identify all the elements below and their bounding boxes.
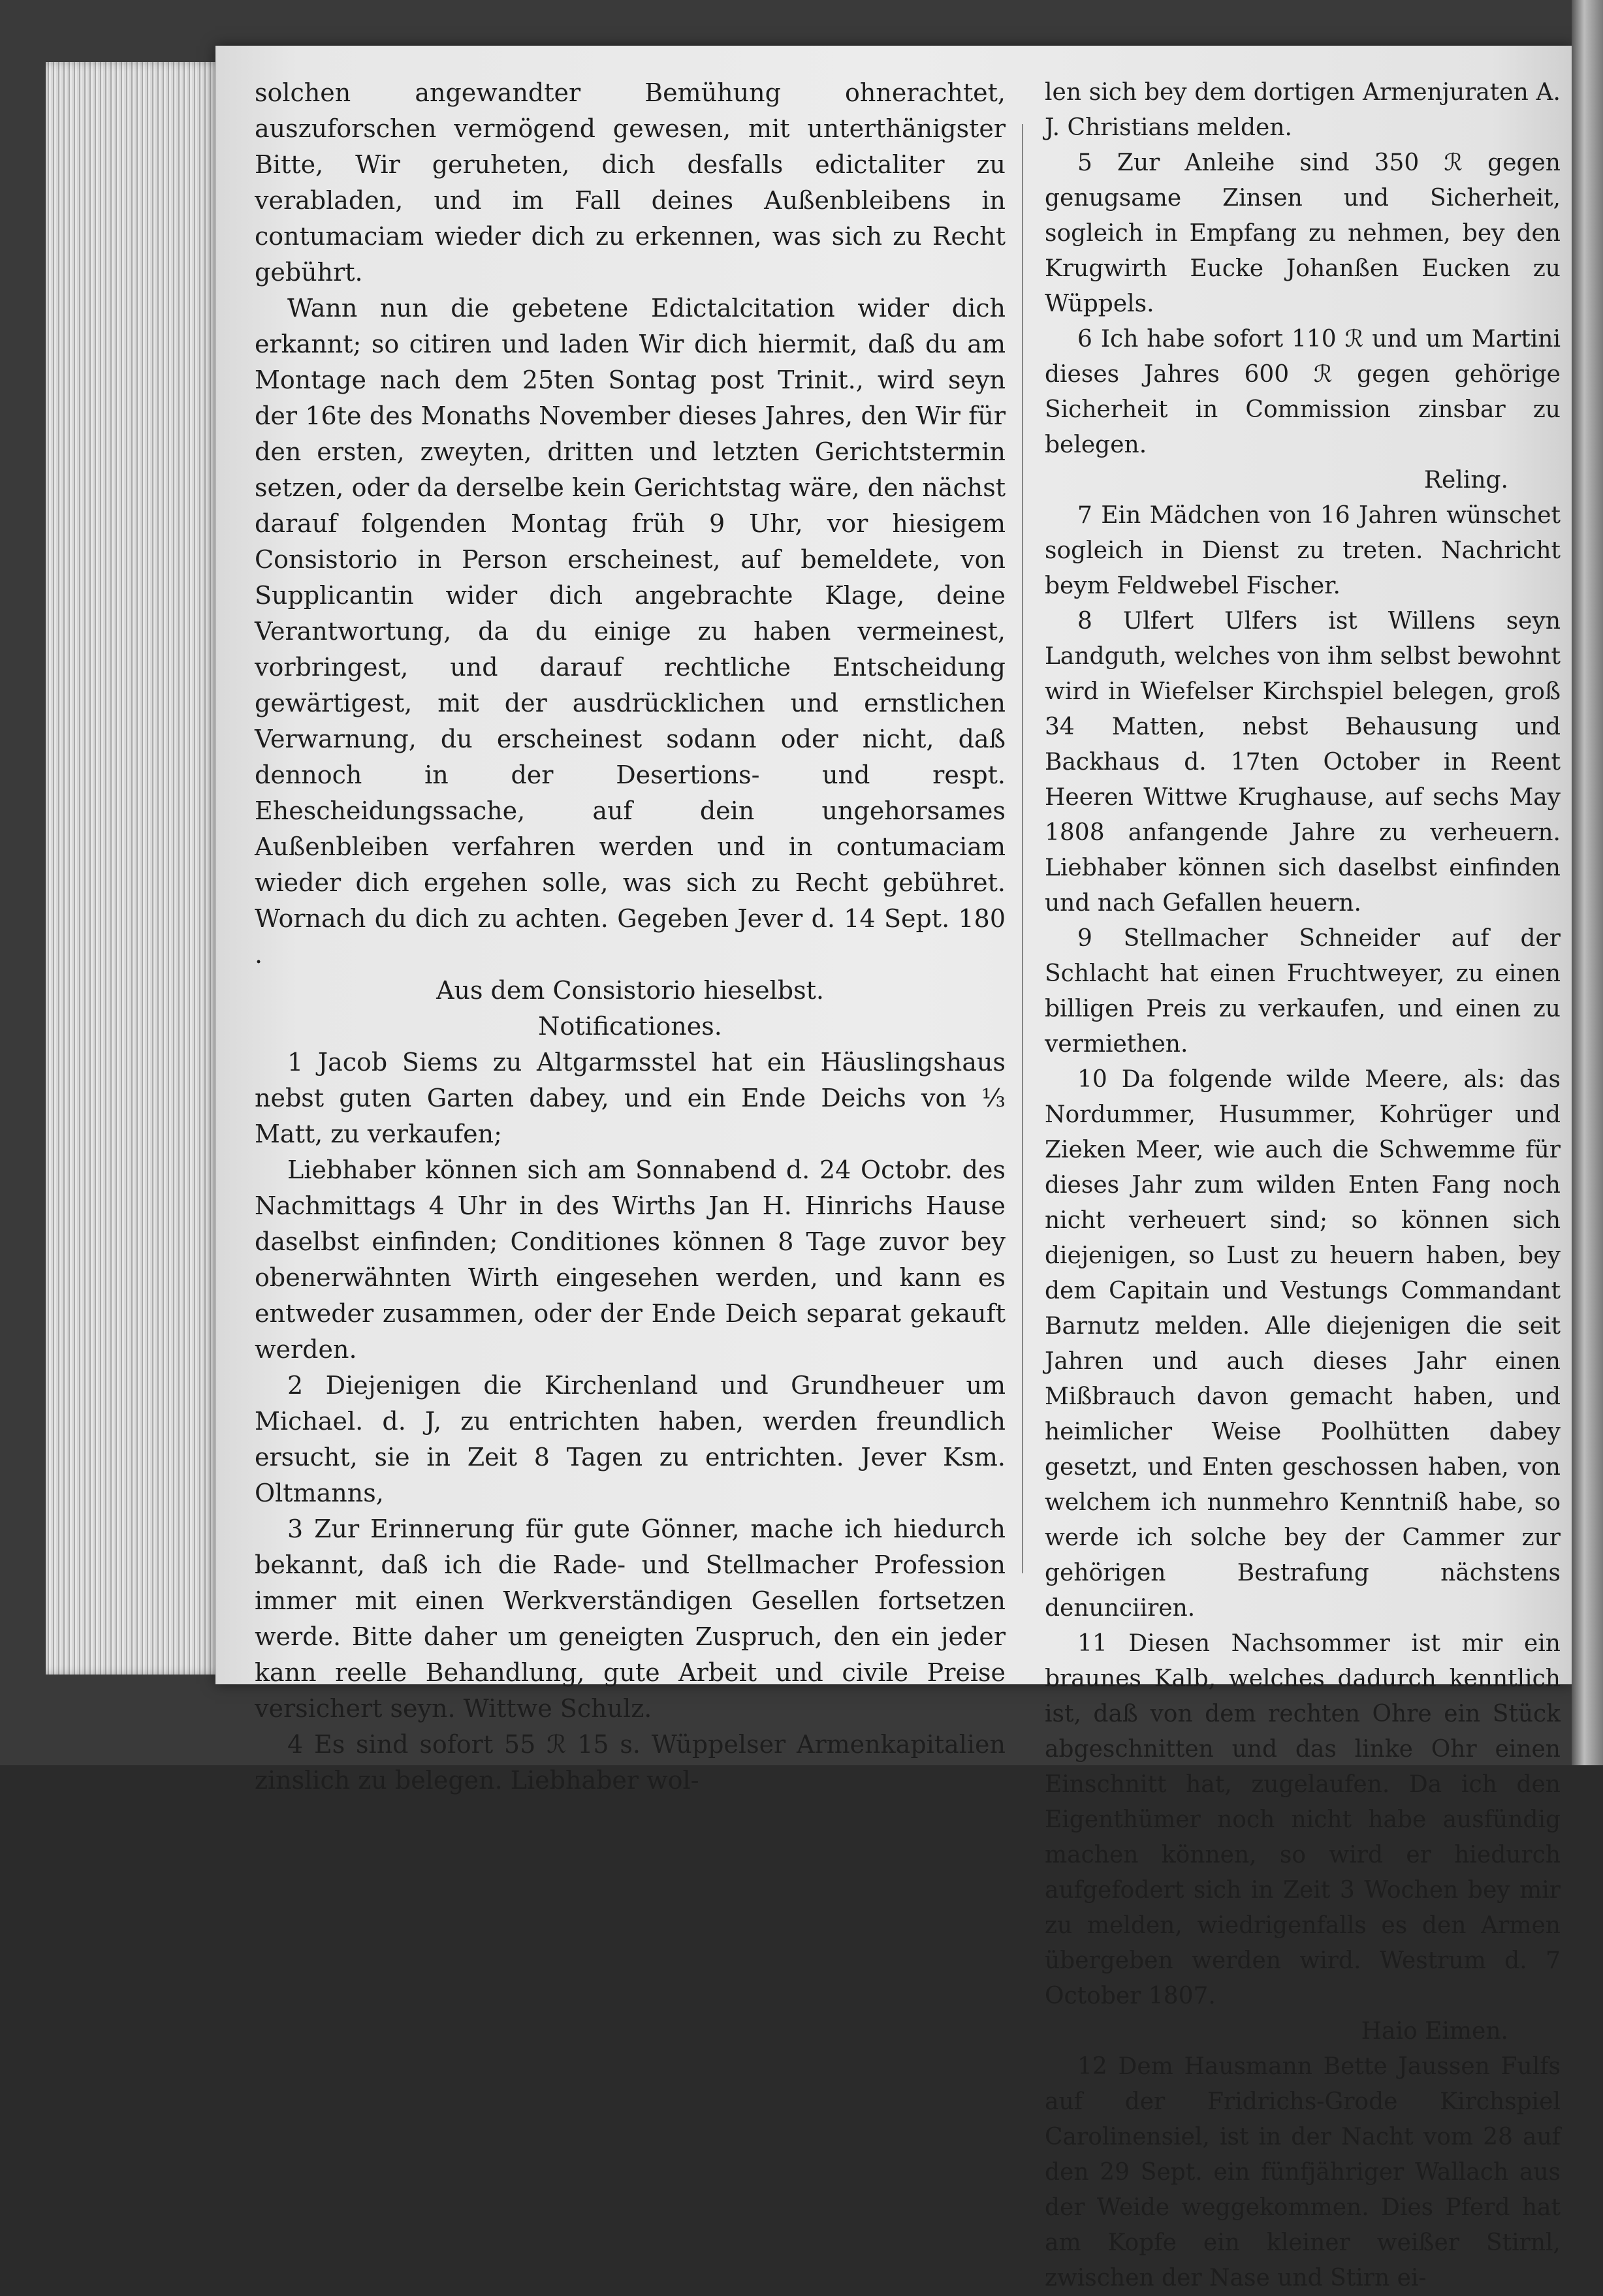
page-edges xyxy=(46,62,235,1675)
notice-2: 2 Diejenigen die Kirchenland und Grundheuer um Michael. d. J, zu entrichten haben, werden freundlich ersucht, sie in Zeit 8 Tagen zu entrichten. Jever Ksm. Oltmanns, xyxy=(255,1371,1006,1507)
notice-6: 6 Ich habe sofort 110 ℛ und um Martini dieses Jahres 600 ℛ gegen gehörige Sicherheit in Commission zinsbar zu belegen. xyxy=(1045,326,1561,458)
paragraph-citation: Wann nun die gebetene Edictalcitation wider dich erkannt; so citiren und laden Wir dich hiermit, daß du am Montage nach dem 25ten Sontag post Trinit., wird seyn der 16te des Monaths November dieses Jahres, den Wir für den ersten, zweyten, dritten und letzten Gerichtstermin setzen, oder da derselbe kein Gerichtstag wäre, den nächst darauf folgenden Montag früh 9 Uhr, vor hiesigem Consistorio in Person erscheinest, auf bemeldete, von Supplicantin wider dich angebrachte Klage, deine Verantwortung, da du einige zu haben vermeinest, vorbringest, und darauf rechtliche Entscheidung gewärtigest, mit der ausdrücklichen und ernstlichen Verwarnung, du erscheinest sodann oder nicht, daß dennoch in der Desertions- und respt. Ehescheidungssache, auf dein ungehorsames Außenbleiben verfahren werden und in contumaciam wieder dich ergehen solle, was sich zu Recht gebühret. Wornach du dich zu achten. Gegeben Jever d. 14 Sept. 180 . xyxy=(255,294,1006,969)
notice-4: 4 Es sind sofort 55 ℛ 15 s. Wüppelser Armenkapitalien zinslich zu belegen. Liebhaber wol- xyxy=(255,1730,1006,1795)
notice-12: 12 Dem Hausmann Bette Jaussen Fulfs auf der Fridrichs-Grode Kirchspiel Carolinensiel, ist in der Nacht vom 28 auf den 29 Sept. ein fünfjähriger Wallach aus der Weide weggekommen. Dies Pferd hat am Kopfe ein kleiner weißer Stirnl, zwischen der Nase und Stirn ei- xyxy=(1045,2053,1561,2291)
notice-1-continued: Liebhaber können sich am Sonnabend d. 24 Octobr. des Nachmittags 4 Uhr in des Wirths Jan H. Hinrichs Hause daselbst einfinden; Conditiones können 8 Tage zuvor bey obenerwähnten Wirth eingesehen werden, und kann es entweder zusammen, oder der Ende Deich separat gekauft werden. xyxy=(255,1156,1006,1364)
issuer-line: Aus dem Consistorio hieselbst. xyxy=(436,976,824,1005)
left-column xyxy=(255,75,1006,1799)
notice-11: 11 Diesen Nachsommer ist mir ein braunes Kalb, welches dadurch kenntlich ist, daß von dem rechten Ohre ein Stück abgeschnitten und das linke Ohr einen Einschnitt hat, zugelaufen. Da ich den Eigenthümer noch nicht habe ausfündig machen können, so wird er hiedurch aufgefodert sich in Zeit 3 Wochen bey mir zu melden, wiedrigenfalls es den Armen übergeben werden wird. Westrum d. 7 October 1807. xyxy=(1045,1630,1561,2009)
notice-11-signature: Haio Eimen. xyxy=(1361,2018,1508,2045)
notice-1: 1 Jacob Siems zu Altgarmsstel hat ein Häuslingshaus nebst guten Garten dabey, und ein Ende Deichs von ⅓ Matt, zu verkaufen; xyxy=(255,1048,1006,1148)
notice-8: 8 Ulfert Ulfers ist Willens seyn Landguth, welches von ihm selbst bewohnt wird in Wiefelser Kirchspiel belegen, groß 34 Matten, nebst Behausung und Backhaus d. 17ten October in Reent Heeren Wittwe Krughause, auf sechs May 1808 anfangende Jahre zu verheuern. Liebhaber können sich daselbst einfinden und nach Gefallen heuern. xyxy=(1045,608,1561,917)
notice-10: 10 Da folgende wilde Meere, als: das Nordummer, Husummer, Kohrüger und Zieken Meer, wie auch die Schwemme für dieses Jahr zum wilden Enten Fang noch nicht verheuert sind; so können sich diejenigen, so Lust zu heuern haben, bey dem Capitain und Vestungs Commandant Barnutz melden. Alle diejenigen die seit Jahren und auch dieses Jahr einen Mißbrauch davon gemacht haben, und heimlicher Weise Poolhütten dabey gesetzt, und Enten geschossen haben, von welchem ich nunmehro Kenntniß habe, so werde ich solche bey der Cammer zur gehörigen Bestrafung nächstens denunciiren. xyxy=(1045,1066,1561,1622)
notice-4-continued: len sich bey dem dortigen Armenjuraten A. J. Christians melden. xyxy=(1045,79,1561,141)
right-column xyxy=(1045,75,1561,2296)
notice-3: 3 Zur Erinnerung für gute Gönner, mache ich hiedurch bekannt, daß ich die Rade- und Stellmacher Profession immer mit einen Werkverständigen Gesellen fortsetzen werde. Bitte daher um geneigten Zuspruch, den ein jeder kann reelle Behandlung, gute Arbeit und civile Preise versichert seyn. Wittwe Schulz. xyxy=(255,1515,1006,1723)
notice-9: 9 Stellmacher Schneider auf der Schlacht hat einen Fruchtweyer, zu einen billigen Preis zu verkaufen, und einen zu vermiethen. xyxy=(1045,925,1561,1058)
notice-5: 5 Zur Anleihe sind 350 ℛ gegen genugsame Zinsen und Sicherheit, sogleich in Empfang zu nehmen, bey den Krugwirth Eucke Johanßen Eucken zu Wüppels. xyxy=(1045,149,1561,317)
notice-7: 7 Ein Mädchen von 16 Jahren wünschet sogleich in Dienst zu treten. Nachricht beym Feldwebel Fischer. xyxy=(1045,502,1561,599)
facing-page-edge xyxy=(1572,0,1603,1765)
notice-6-signature: Reling. xyxy=(1423,467,1508,494)
column-divider xyxy=(1022,124,1023,1573)
section-heading: Notificationes. xyxy=(538,1012,722,1041)
paragraph-citation-intro: solchen angewandter Bemühung ohnerachtet, auszuforschen vermögend gewesen, mit unterthänigster Bitte, Wir geruheten, dich desfalls edictaliter zu verabladen, und im Fall deines Außenbleibens in contumaciam wieder dich zu erkennen, was sich zu Recht gebührt. xyxy=(255,78,1006,287)
